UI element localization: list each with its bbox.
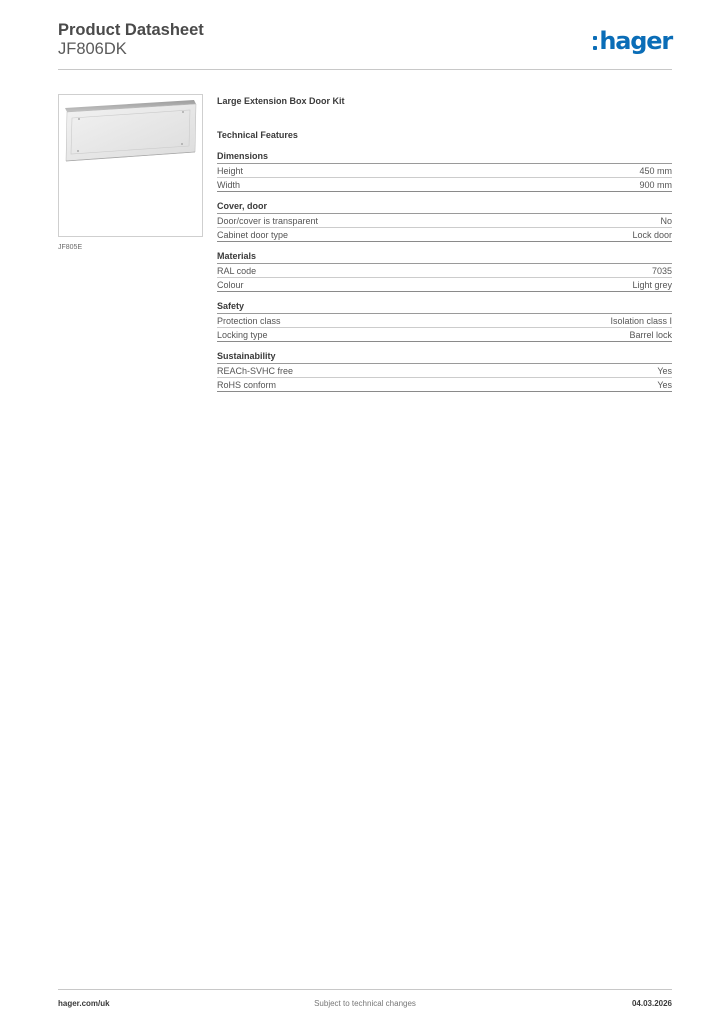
page-header (58, 21, 672, 70)
spec-row-ral-code (217, 264, 672, 278)
spec-label: Cabinet door type (217, 230, 289, 240)
spec-value: 900 mm (639, 180, 672, 190)
technical-content (217, 94, 672, 392)
image-caption: JF805E (58, 244, 83, 251)
spec-value: 7035 (651, 266, 672, 276)
section-title: Cover, door (217, 200, 672, 214)
spec-label: Height (217, 166, 244, 176)
technical-features-heading: Technical Features (217, 130, 298, 140)
footer-notice: Subject to technical changes (314, 999, 416, 1008)
section-title: Safety (217, 300, 672, 314)
spec-value: Isolation class I (610, 316, 672, 326)
spec-row-locking-type (217, 328, 672, 342)
document-title: Product Datasheet (58, 21, 204, 39)
spec-row-transparent (217, 214, 672, 228)
spec-value: Lock door (632, 230, 672, 240)
spec-row-colour (217, 278, 672, 292)
spec-value: Yes (657, 380, 672, 390)
footer-date: 04.03.2026 (631, 999, 672, 1008)
spec-value: Barrel lock (629, 330, 672, 340)
product-image (58, 94, 203, 237)
spec-row-protection-class (217, 314, 672, 328)
product-code: JF806DK (58, 40, 127, 58)
spec-label: Locking type (217, 330, 268, 340)
section-safety (217, 300, 672, 342)
section-cover-door (217, 200, 672, 242)
spec-label: RAL code (217, 266, 257, 276)
spec-label: Colour (217, 280, 244, 290)
spec-row-width (217, 178, 672, 192)
spec-row-height (217, 164, 672, 178)
footer-website-link[interactable]: hager.com/uk (58, 999, 110, 1008)
logo-colon-icon (593, 36, 597, 50)
spec-value: 450 mm (639, 166, 672, 176)
section-sustainability (217, 350, 672, 392)
page-footer (58, 989, 672, 1014)
section-materials (217, 250, 672, 292)
hager-logo (593, 28, 672, 54)
product-name: Large Extension Box Door Kit (217, 96, 345, 106)
spec-label: RoHS conform (217, 380, 277, 390)
spec-label: Door/cover is transparent (217, 216, 319, 226)
spec-row-rohs (217, 378, 672, 392)
spec-value: Yes (657, 366, 672, 376)
spec-label: Width (217, 180, 241, 190)
spec-row-door-type (217, 228, 672, 242)
section-title: Dimensions (217, 150, 672, 164)
section-title: Materials (217, 250, 672, 264)
logo-text: hager (599, 27, 672, 55)
spec-value: No (660, 216, 672, 226)
spec-value: Light grey (632, 280, 672, 290)
spec-label: Protection class (217, 316, 281, 326)
section-title: Sustainability (217, 350, 672, 364)
spec-label: REACh-SVHC free (217, 366, 294, 376)
spec-row-reach (217, 364, 672, 378)
section-dimensions (217, 150, 672, 192)
